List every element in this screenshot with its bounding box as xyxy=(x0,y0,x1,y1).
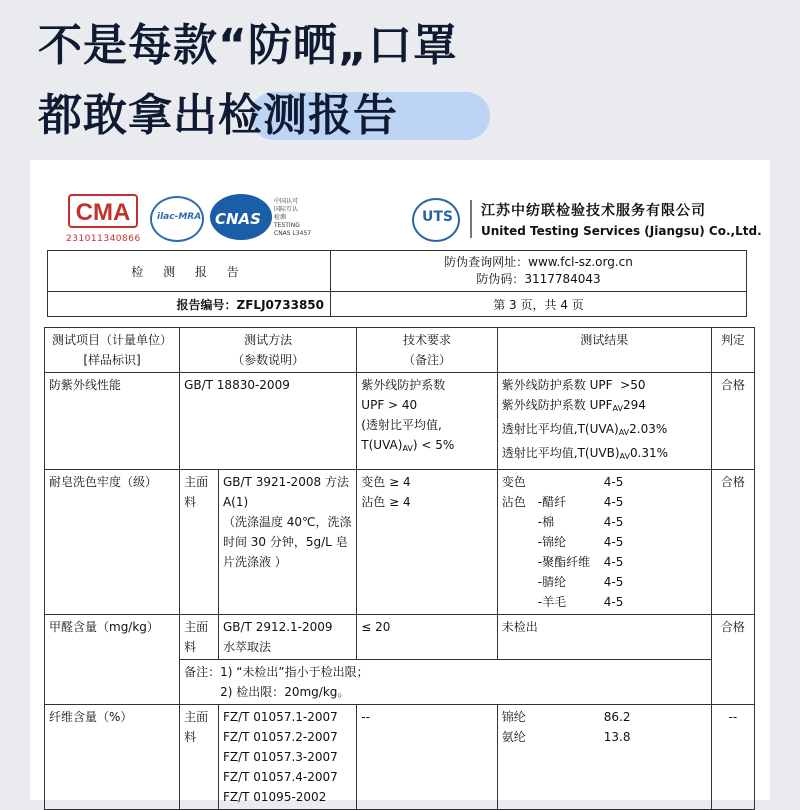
uv-req-line xyxy=(361,435,492,459)
anti-fake-site: 防伪查询网址：www.fcl-sz.org.cn xyxy=(444,255,633,269)
uv-requirement xyxy=(357,373,497,470)
report-number: 报告编号：ZFLJ0733850 xyxy=(48,292,331,317)
header-item-line: 测试项目（计量单位） xyxy=(52,333,173,347)
fiber-method-line: FZ/T 01095-2002 xyxy=(222,790,327,804)
fiber-requirement: -- xyxy=(357,705,497,810)
uv-result-value: 0.31% xyxy=(629,446,669,460)
wash-result-line xyxy=(502,472,707,492)
fiber-result-line xyxy=(502,727,707,747)
headline-line-2: 都敢拿出检测报告 xyxy=(38,90,398,141)
wash-result-line xyxy=(502,552,707,572)
uv-judgement: 合格 xyxy=(711,373,754,470)
uv-result-label: 透射比平均值,T(UVA) xyxy=(501,422,619,436)
formaldehyde-item: 甲醛含量（mg/kg） xyxy=(45,615,180,705)
wash-result-value: 4-5 xyxy=(603,515,624,529)
wash-result-label: -腈纶 xyxy=(501,575,567,589)
wash-result-value: 4-5 xyxy=(603,475,624,489)
fiber-method-line: FZ/T 01057.4-2007 xyxy=(222,770,338,784)
report-logos xyxy=(30,160,770,250)
uv-result-line xyxy=(502,419,707,443)
fiber-method-line: FZ/T 01057.3-2007 xyxy=(222,750,338,764)
company-name-en: United Testing Services (Jiangsu) Co.,Ltd. xyxy=(481,224,762,238)
wash-result-line xyxy=(502,512,707,532)
fiber-result-line xyxy=(502,707,707,727)
wash-result-value: 4-5 xyxy=(603,495,624,509)
wash-result-line xyxy=(502,532,707,552)
wash-result-label: -聚酯纤维 xyxy=(501,555,591,569)
fiber-result xyxy=(497,705,711,810)
fiber-result-value: 86.2 xyxy=(603,710,631,724)
uv-result-sub: AV xyxy=(612,404,623,413)
header-requirement-line: 技术要求 xyxy=(403,333,452,347)
wash-result-line xyxy=(502,492,707,512)
uv-req-line: UPF > 40 xyxy=(361,398,418,412)
cnas-logo-text: CNAS xyxy=(215,210,261,228)
headline-line-1: 不是每款“防晒„口罩 xyxy=(38,20,458,71)
uv-result-sub: AV xyxy=(619,452,630,461)
wash-method-standard: GB/T 3921-2008 方法 A(1) xyxy=(222,475,349,509)
header-requirement xyxy=(357,328,497,373)
fiber-method-line: FZ/T 01057.2-2007 xyxy=(222,730,338,744)
cma-number: 231011340866 xyxy=(66,234,141,244)
wash-result-line xyxy=(502,572,707,592)
wash-result-label: -棉 xyxy=(501,515,555,529)
table-row-fiber xyxy=(45,705,755,810)
uv-result-line xyxy=(502,375,707,395)
uts-logo-text: UTS xyxy=(422,209,454,225)
formaldehyde-requirement: ≤ 20 xyxy=(357,615,497,660)
fiber-item: 纤维含量（%） xyxy=(45,705,180,810)
wash-result-label: -羊毛 xyxy=(501,595,567,609)
fiber-method-line: FZ/T 01057.1-2007 xyxy=(222,710,338,724)
test-results-table xyxy=(44,327,755,810)
uv-result-value: 294 xyxy=(622,398,646,412)
uv-result-value: 2.03% xyxy=(629,422,668,436)
header-item-line: [样品标识] xyxy=(83,353,141,367)
uv-result-line xyxy=(502,443,707,467)
wash-result-line xyxy=(502,592,707,612)
ilac-mra-text: ilac-MRA xyxy=(157,212,202,222)
table-header-row xyxy=(45,328,755,373)
formaldehyde-result: 未检出 xyxy=(497,615,711,660)
uv-req-sub: AV xyxy=(402,444,413,453)
wash-result-label: -锦纶 xyxy=(501,535,567,549)
fiber-result-label: 氨纶 xyxy=(501,730,526,744)
wash-result xyxy=(497,470,711,615)
report-title: 检 测 报 告 xyxy=(48,251,331,292)
wash-sample: 主面料 xyxy=(180,470,219,615)
fiber-judgement: -- xyxy=(711,705,754,810)
formaldehyde-method-line: GB/T 2912.1-2009 xyxy=(222,620,333,634)
uv-req-line: (透射比平均值, xyxy=(361,418,442,432)
cnas-number: CNAS L3457 xyxy=(274,230,312,237)
wash-result-label: 沾色 -醋纤 xyxy=(501,495,567,509)
uv-result-line xyxy=(502,395,707,419)
uv-result-value: >50 xyxy=(620,378,646,392)
header-judgement: 判定 xyxy=(711,328,754,373)
headline-banner xyxy=(0,0,800,160)
wash-req-line: 沾色 ≥ 4 xyxy=(361,495,411,509)
formaldehyde-sample: 主面料 xyxy=(180,615,219,660)
formaldehyde-method xyxy=(218,615,356,660)
table-row-wash xyxy=(45,470,755,615)
uv-req-tuva: T(UVA) xyxy=(361,438,403,452)
logo-divider xyxy=(470,200,472,238)
wash-req-line: 变色 ≥ 4 xyxy=(361,475,411,489)
page-info: 第 3 页，共 4 页 xyxy=(331,292,747,317)
cnas-side-line: 检测 xyxy=(274,214,287,221)
anti-fake-info xyxy=(331,251,747,292)
formaldehyde-note xyxy=(180,660,712,705)
cnas-side-line: 中国认可 xyxy=(274,198,299,205)
cma-logo-icon xyxy=(68,194,138,228)
wash-method xyxy=(218,470,356,615)
table-row-formaldehyde xyxy=(45,615,755,660)
uv-result-sub: AV xyxy=(618,428,630,437)
cma-logo-text: CMA xyxy=(75,199,131,226)
cnas-side-text xyxy=(274,198,300,230)
uv-result-label: 透射比平均值,T(UVB) xyxy=(501,446,620,460)
fiber-method xyxy=(218,705,356,810)
test-report-page xyxy=(30,160,770,804)
wash-method-params: （洗涤温度 40℃，洗涤时间 30 分钟，5g/L 皂片洗涤液 ） xyxy=(222,515,352,569)
uv-req-line: 紫外线防护系数 xyxy=(361,378,446,392)
wash-result-value: 4-5 xyxy=(603,595,624,609)
anti-fake-code: 防伪码：3117784043 xyxy=(476,272,601,286)
uv-result xyxy=(497,373,711,470)
uv-method: GB/T 18830-2009 xyxy=(180,373,357,470)
cnas-side-line: TESTING xyxy=(274,222,300,229)
fiber-result-label: 锦纶 xyxy=(501,710,526,724)
fiber-sample: 主面料 xyxy=(180,705,219,810)
uv-item: 防紫外线性能 xyxy=(45,373,180,470)
header-requirement-line: （备注） xyxy=(403,353,452,367)
fiber-result-value: 13.8 xyxy=(603,730,631,744)
report-header-table xyxy=(47,250,747,317)
wash-result-value: 4-5 xyxy=(603,535,624,549)
wash-result-value: 4-5 xyxy=(603,555,624,569)
table-row-uv xyxy=(45,373,755,470)
header-method-line: （参数说明） xyxy=(232,353,305,367)
wash-judgement: 合格 xyxy=(711,470,754,615)
formaldehyde-note-line: 2) 检出限：20mg/kg。 xyxy=(220,685,350,699)
header-result: 测试结果 xyxy=(497,328,711,373)
uv-req-limit: ) < 5% xyxy=(412,438,455,452)
wash-item: 耐皂洗色牢度（级） xyxy=(45,470,180,615)
formaldehyde-judgement: 合格 xyxy=(711,615,754,705)
formaldehyde-method-line: 水萃取法 xyxy=(222,640,271,654)
uv-result-label: 紫外线防护系数 UPF xyxy=(501,398,613,412)
formaldehyde-note-line: 备注：1) “未检出”指小于检出限； xyxy=(184,665,369,679)
header-method xyxy=(180,328,357,373)
header-method-line: 测试方法 xyxy=(244,333,293,347)
header-item xyxy=(45,328,180,373)
wash-result-value: 4-5 xyxy=(603,575,624,589)
cnas-side-line: 国际互认 xyxy=(274,206,299,213)
company-name-cn: 江苏中纺联检验技术服务有限公司 xyxy=(481,203,706,219)
uv-result-label: 紫外线防护系数 UPF xyxy=(501,378,613,392)
wash-result-label: 变色 xyxy=(501,475,526,489)
wash-requirement xyxy=(357,470,497,615)
